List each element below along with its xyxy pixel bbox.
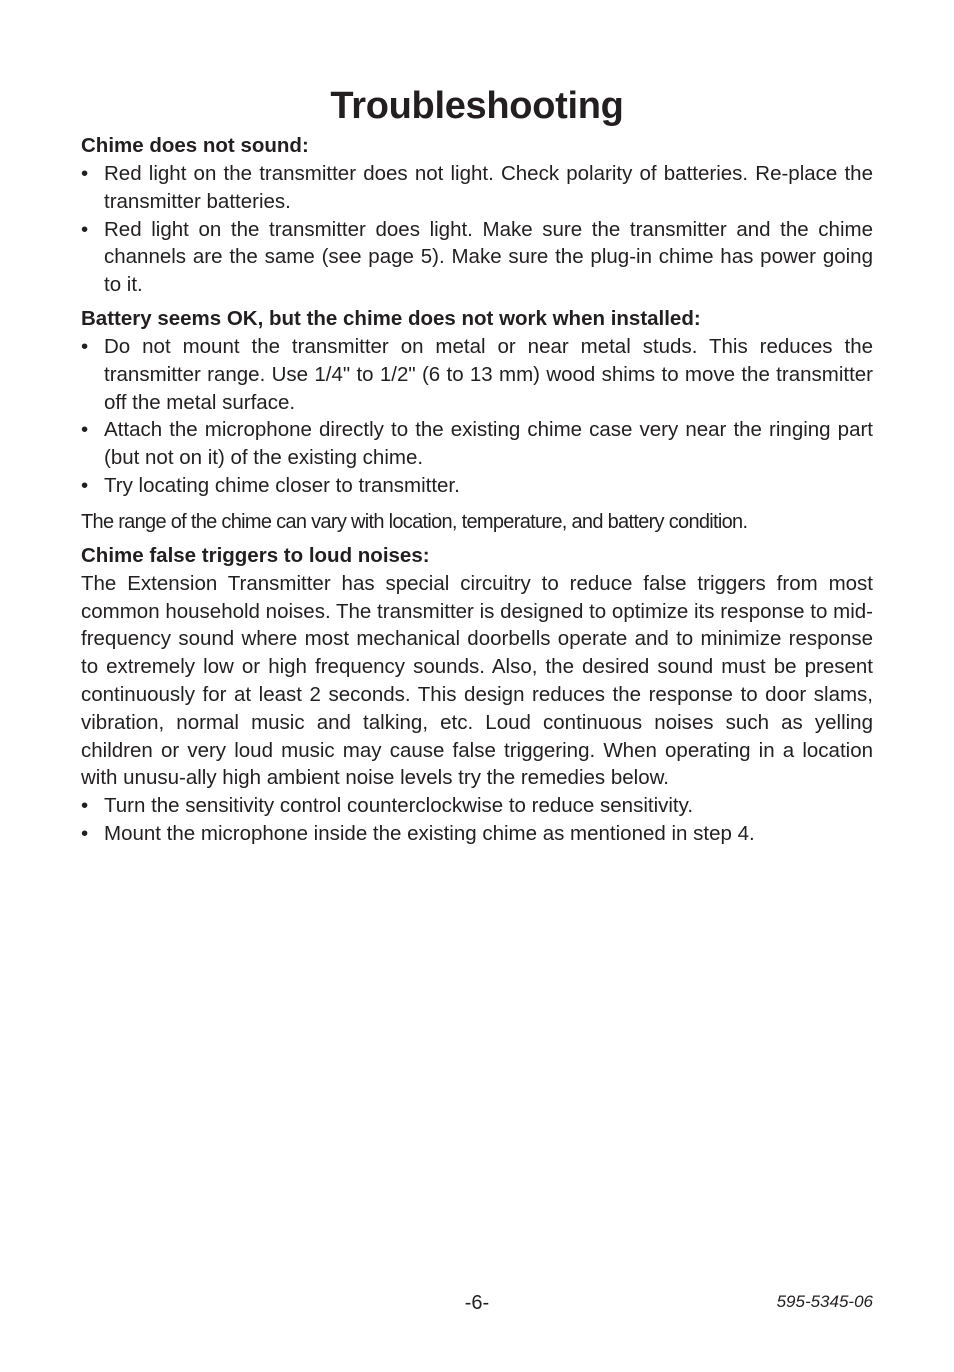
list-item: • Try locating chime closer to transmitter. (81, 472, 873, 500)
bullet-list (81, 160, 873, 299)
bullet-icon: • (81, 217, 89, 241)
bullet-icon: • (81, 418, 89, 442)
range-note: The range of the chime can vary with location, temperature, and battery condition. (81, 510, 748, 533)
bullet-icon: • (81, 821, 89, 845)
section-false-triggers (81, 542, 873, 848)
section-heading: Chime false triggers to loud noises: (81, 543, 430, 567)
section-heading: Battery seems OK, but the chime does not work when installed: (81, 306, 701, 330)
list-item: • Turn the sensitivity control counterclockwise to reduce sensitivity. (81, 792, 873, 820)
list-item: • Red light on the transmitter does not light. Check polarity of batteries. Re-place the transmitter batteries. (81, 162, 873, 213)
list-item: • Attach the microphone directly to the existing chime case very near the ringing part (but not on it) of the existing chime. (81, 418, 873, 470)
list-item: • Red light on the transmitter does light. Make sure the transmitter and the chime channels are the same (see page 5). Make sure the plug-in chime has power going to it. (81, 217, 873, 297)
section-chime-does-not-sound (81, 132, 873, 299)
list-item: • Mount the microphone inside the existing chime as mentioned in step 4. (81, 820, 873, 848)
bullet-icon: • (81, 334, 89, 358)
page-title: Troubleshooting (330, 85, 624, 127)
section-battery-ok (81, 305, 873, 536)
bullet-list (81, 792, 873, 848)
page-number: -6- (464, 1292, 490, 1314)
bullet-icon: • (81, 473, 89, 497)
bullet-list (81, 333, 873, 500)
bullet-icon: • (81, 162, 89, 185)
bullet-icon: • (81, 794, 89, 818)
section-heading: Chime does not sound: (81, 134, 309, 157)
list-item: • Do not mount the transmitter on metal or near metal studs. This reduces the transmitter range. Use 1/4" to 1/2" (6 to 13 mm) wood shims to move the transmitter off the metal surface. (81, 334, 873, 414)
document-code: 595-5345-06 (776, 1292, 873, 1311)
section-paragraph: The Extension Transmitter has special circuitry to reduce false triggers from most common household noises. The transmitter is designed to optimize its response to mid-frequency sound where most mechanical doorbells operate and to minimize response to extremely low or high frequency sounds. Also, the desired sound must be present continuously for at least 2 seconds. This design reduces the response to door slams, vibration, normal music and talking, etc. Loud continuous noises such as yelling children or very loud music may cause false triggering. When operating in a location with unusu-ally high ambient noise levels try the remedies below. (81, 571, 873, 790)
document-page (81, 80, 873, 848)
